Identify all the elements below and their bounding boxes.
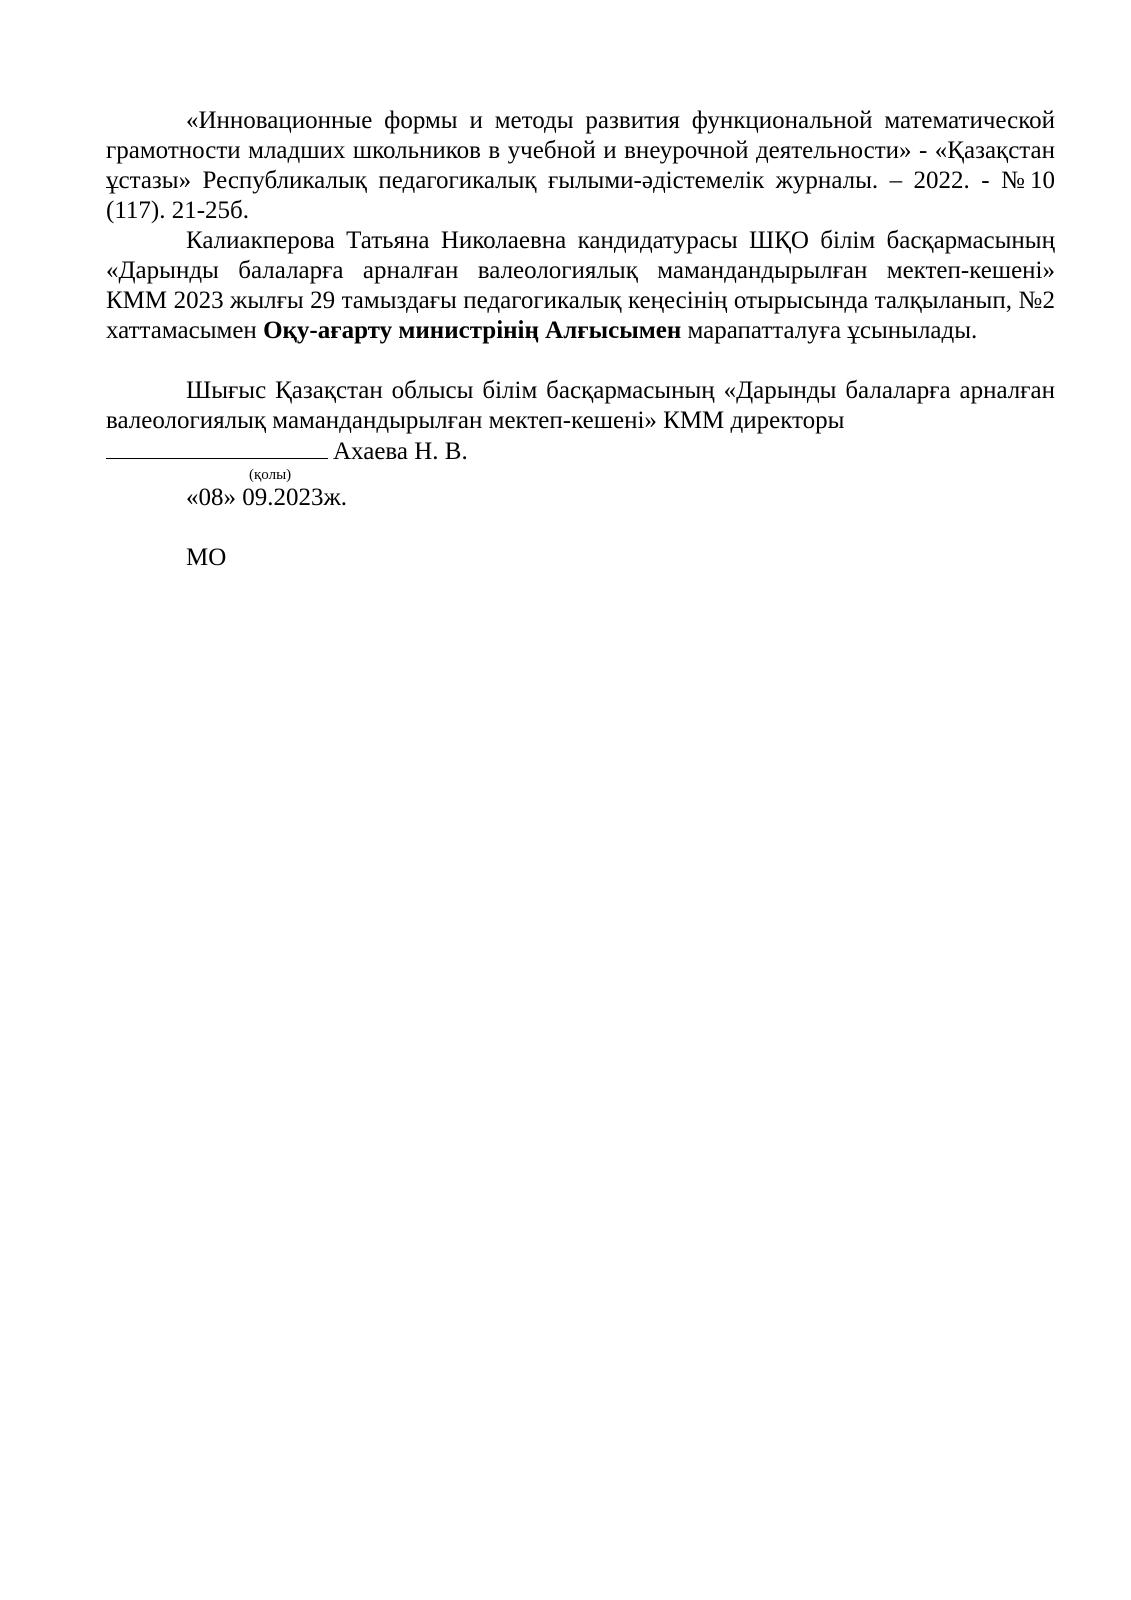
director-title-paragraph: Шығыс Қазақстан облысы білім басқармасының «Дарынды балаларға арналған валеологиялық мамандандырылған мектеп-кешені» КММ директоры <box>106 377 1055 434</box>
signature-blank <box>106 436 328 459</box>
spacer <box>106 346 1055 376</box>
footer-mark: МО <box>186 544 227 571</box>
recommendation-paragraph <box>106 226 1055 346</box>
publication-reference-paragraph: «Инновационные формы и методы развития функциональной математической грамотности младших школьников в учебной и внеурочной деятельности» - «Қазақстан ұстазы» Республикалық педагогикалық ғылыми-әдістемелік журналы. – 2022. - №10 (117). 21-25б. <box>106 107 1055 224</box>
signature-line <box>106 436 1055 467</box>
recommendation-ending: марапатталуға ұсынылады. <box>681 317 978 344</box>
document-body <box>106 106 1055 573</box>
document-date: «08» 09.2023ж. <box>186 484 348 511</box>
director-name: Ахаева Н. В. <box>333 438 468 465</box>
signature-caption: (қолы) <box>249 467 292 483</box>
recommendation-text: Калиакперова Татьяна Николаевна кандидатурасы ШҚО білім басқармасының «Дарынды балаларға арналған валеологиялық мамандандырылған мектеп-кешені» КММ 2023 жылғы 29 тамыздағы педагогикалық кеңесінің отырысында талқыланып, №2 хаттамасымен <box>106 227 1055 344</box>
award-title: Оқу-ағарту министрінің Алғысымен <box>263 317 682 344</box>
spacer <box>106 513 1055 543</box>
